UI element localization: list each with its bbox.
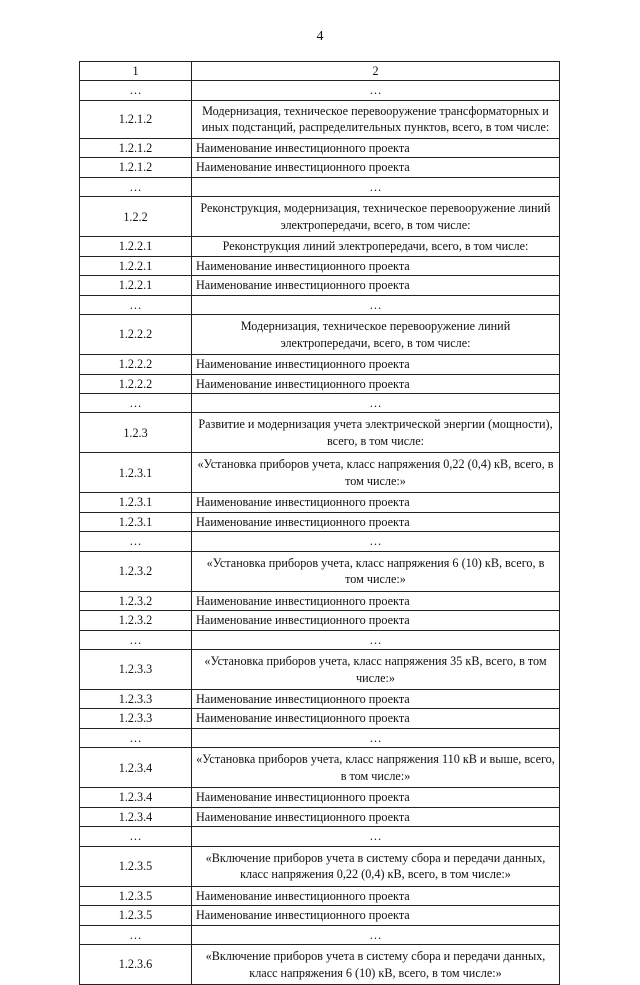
table-row (80, 906, 560, 925)
row-description-cell: Наименование инвестиционного проекта (192, 886, 560, 905)
row-number-cell: 1.2.3.5 (80, 906, 192, 925)
table-row (80, 807, 560, 826)
row-description-cell: «Включение приборов учета в систему сбора и передачи данных, класс напряжения 0,22 (0,4) кВ, всего, в том числе:» (192, 846, 560, 886)
row-number-cell: 1.2.3.2 (80, 551, 192, 591)
row-description-cell: «Установка приборов учета, класс напряжения 35 кВ, всего, в том числе:» (192, 650, 560, 690)
row-description-cell: «Установка приборов учета, класс напряжения 0,22 (0,4) кВ, всего, в том числе:» (192, 453, 560, 493)
row-number-cell: … (80, 532, 192, 551)
row-number-cell: 1.2.2.2 (80, 374, 192, 393)
table-row (80, 355, 560, 374)
table-row (80, 690, 560, 709)
row-description-cell: «Установка приборов учета, класс напряжения 110 кВ и выше, всего, в том числе:» (192, 748, 560, 788)
table-row (80, 788, 560, 807)
table-row (80, 413, 560, 453)
table-row (80, 295, 560, 314)
row-description-cell: Наименование инвестиционного проекта (192, 807, 560, 826)
header-cell-col1: 1 (80, 62, 192, 81)
row-number-cell: 1.2.3.3 (80, 650, 192, 690)
row-description-cell: … (192, 177, 560, 196)
table-row (80, 453, 560, 493)
row-number-cell: … (80, 728, 192, 747)
row-description-cell: … (192, 630, 560, 649)
table-row (80, 256, 560, 275)
table-row (80, 276, 560, 295)
row-description-cell: … (192, 827, 560, 846)
table-row (80, 374, 560, 393)
row-description-cell: Модернизация, техническое перевооружение трансформаторных и иных подстанций, распределительных пунктов, всего, в том числе: (192, 100, 560, 138)
row-number-cell: … (80, 827, 192, 846)
row-description-cell: Реконструкция, модернизация, техническое перевооружение линий электропередачи, всего, в том числе: (192, 197, 560, 237)
row-description-cell: Модернизация, техническое перевооружение линий электропередачи, всего, в том числе: (192, 315, 560, 355)
table-row (80, 728, 560, 747)
row-description-cell: Наименование инвестиционного проекта (192, 276, 560, 295)
table-row (80, 551, 560, 591)
row-description-cell: Наименование инвестиционного проекта (192, 158, 560, 177)
table-row (80, 393, 560, 412)
row-number-cell: 1.2.2.2 (80, 355, 192, 374)
table-row (80, 493, 560, 512)
row-description-cell: … (192, 532, 560, 551)
row-description-cell: Наименование инвестиционного проекта (192, 690, 560, 709)
row-description-cell: Наименование инвестиционного проекта (192, 493, 560, 512)
row-number-cell: … (80, 630, 192, 649)
row-description-cell: Наименование инвестиционного проекта (192, 512, 560, 531)
table-row (80, 81, 560, 100)
row-number-cell: 1.2.3.4 (80, 748, 192, 788)
row-number-cell: 1.2.3.1 (80, 512, 192, 531)
row-number-cell: 1.2.1.2 (80, 100, 192, 138)
row-description-cell: … (192, 295, 560, 314)
row-number-cell: 1.2.2.2 (80, 315, 192, 355)
row-number-cell: … (80, 177, 192, 196)
row-description-cell: … (192, 728, 560, 747)
row-description-cell: Развитие и модернизация учета электрической энергии (мощности), всего, в том числе: (192, 413, 560, 453)
table-row (80, 945, 560, 985)
row-description-cell: … (192, 925, 560, 944)
row-number-cell: 1.2.3.1 (80, 493, 192, 512)
row-number-cell: 1.2.1.2 (80, 158, 192, 177)
table-row (80, 886, 560, 905)
row-number-cell: 1.2.1.2 (80, 138, 192, 157)
row-number-cell: 1.2.2.1 (80, 276, 192, 295)
row-number-cell: 1.2.3.1 (80, 453, 192, 493)
header-cell-col2: 2 (192, 62, 560, 81)
row-description-cell: Наименование инвестиционного проекта (192, 374, 560, 393)
row-number-cell: 1.2.3.4 (80, 788, 192, 807)
row-number-cell: 1.2.2.1 (80, 256, 192, 275)
row-description-cell: Наименование инвестиционного проекта (192, 256, 560, 275)
investment-table (79, 61, 560, 985)
row-number-cell: 1.2.3.2 (80, 611, 192, 630)
row-description-cell: Наименование инвестиционного проекта (192, 709, 560, 728)
table-row (80, 512, 560, 531)
row-description-cell: Наименование инвестиционного проекта (192, 355, 560, 374)
table-row (80, 197, 560, 237)
row-number-cell: 1.2.2 (80, 197, 192, 237)
table-row (80, 650, 560, 690)
table-row (80, 158, 560, 177)
row-description-cell: … (192, 393, 560, 412)
table-row (80, 827, 560, 846)
table-row (80, 630, 560, 649)
row-number-cell: … (80, 925, 192, 944)
row-number-cell: 1.2.3.5 (80, 886, 192, 905)
row-description-cell: Наименование инвестиционного проекта (192, 138, 560, 157)
row-number-cell: … (80, 81, 192, 100)
table-row (80, 748, 560, 788)
table-header-row (80, 62, 560, 81)
row-description-cell: Реконструкция линий электропередачи, всего, в том числе: (192, 237, 560, 256)
row-number-cell: 1.2.3.6 (80, 945, 192, 985)
row-number-cell: 1.2.2.1 (80, 237, 192, 256)
table-row (80, 138, 560, 157)
table-row (80, 177, 560, 196)
row-number-cell: … (80, 393, 192, 412)
row-description-cell: Наименование инвестиционного проекта (192, 591, 560, 610)
row-description-cell: … (192, 81, 560, 100)
row-number-cell: 1.2.3.3 (80, 709, 192, 728)
row-number-cell: 1.2.3.2 (80, 591, 192, 610)
table-row (80, 846, 560, 886)
page-number: 4 (316, 29, 324, 44)
row-number-cell: 1.2.3.3 (80, 690, 192, 709)
table-row (80, 925, 560, 944)
row-number-cell: 1.2.3.4 (80, 807, 192, 826)
row-number-cell: … (80, 295, 192, 314)
row-number-cell: 1.2.3.5 (80, 846, 192, 886)
table-row (80, 611, 560, 630)
table-row (80, 709, 560, 728)
row-description-cell: Наименование инвестиционного проекта (192, 906, 560, 925)
table-row (80, 100, 560, 138)
row-description-cell: Наименование инвестиционного проекта (192, 611, 560, 630)
row-description-cell: «Установка приборов учета, класс напряжения 6 (10) кВ, всего, в том числе:» (192, 551, 560, 591)
table-row (80, 591, 560, 610)
row-description-cell: «Включение приборов учета в систему сбора и передачи данных, класс напряжения 6 (10) кВ, всего, в том числе:» (192, 945, 560, 985)
table-row (80, 315, 560, 355)
row-number-cell: 1.2.3 (80, 413, 192, 453)
table-row (80, 237, 560, 256)
table-row (80, 532, 560, 551)
row-description-cell: Наименование инвестиционного проекта (192, 788, 560, 807)
